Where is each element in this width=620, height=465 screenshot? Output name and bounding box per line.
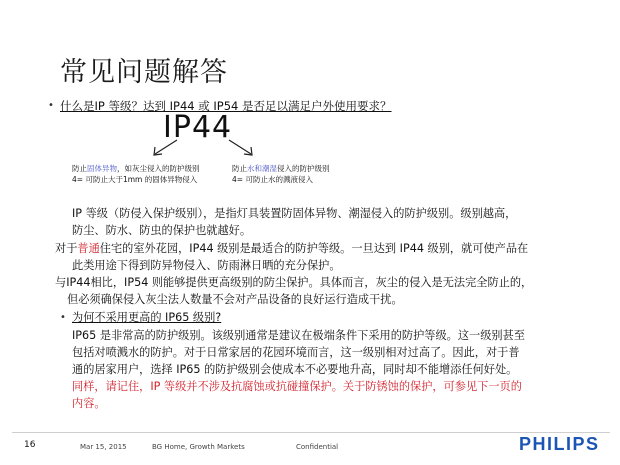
right-arrow-icon (226, 138, 256, 158)
reminder-line: 同样，请记住，IP 等级并不涉及抗腐蚀或抗碰撞保护。关于防锈蚀的保护，可参见下一页的 (72, 380, 522, 393)
paragraph-1: IP 等级（防侵入保护级别），是指灯具装置防固体异物、潮湿侵入的防护级别。级别越高， 防尘、防水、防虫的保护也就越好。 (72, 207, 517, 237)
left-note (72, 163, 200, 185)
ip44-label: IP44 (163, 110, 233, 145)
bullet-marker: • (48, 100, 54, 111)
paragraph-2: 对于普通住宅的室外花园，IP44 级别是最适合的防护等级。一旦达到 IP44 级别，就可使产品在 此类用途下得到防异物侵入、防雨淋日晒的充分保护。 (55, 242, 529, 272)
page-number: 16 (24, 440, 36, 450)
bullet-marker: • (60, 312, 66, 323)
left-arrow-icon (150, 138, 180, 158)
water-moisture-highlight: 水和潮湿 (247, 164, 277, 173)
left-note-line2: 4= 可防止大于1mm 的固体异物侵入 (72, 175, 198, 184)
ordinary-highlight: 普通 (77, 242, 100, 255)
philips-logo: PHILIPS (519, 434, 600, 454)
footer-date: Mar 15, 2015 (80, 443, 127, 451)
reminder-line-end: 内容。 (72, 397, 106, 410)
paragraph-4: IP65 是非常高的防护级别。该级别通常是建议在极端条件下采用的防护等级。这一级别甚至 包括对喷溅水的防护。对于日常家居的花园环境而言，这一级别相对过高了。因此，对于普 通的居家用户，选择 IP65 的防护级别会使成本不必要地升高，同时却不能增添任何好处。 同样，请记住，IP 等级并不涉及抗腐蚀或抗碰撞保护。关于防锈蚀的保护，可参见下一页的 内容。 (72, 329, 525, 410)
solid-foreign-highlight: 固体异物 (87, 164, 117, 173)
page-title: 常见问题解答 (60, 57, 228, 88)
question-1: 什么是IP 等级？达到 IP44 或 IP54 是否足以满足户外使用要求？ (60, 99, 392, 113)
paragraph-3: 与IP44相比，IP54 则能够提供更高级别的防尘保护。具体而言，灰尘的侵入是无法完全防止的， 但必须确保侵入灰尘法人数量不会对产品设备的良好运行造成干扰。 (55, 276, 533, 306)
right-note (232, 163, 330, 185)
left-note-line1: 防止固体异物，如灰尘侵入的防护级别 (72, 164, 200, 173)
question-2: 为何不采用更高的 IP65 级别? (72, 311, 222, 324)
footer-divider (12, 432, 610, 433)
right-note-line1: 防止水和潮湿侵入的防护级别 (232, 164, 330, 173)
footer-confidential: Confidential (296, 443, 339, 451)
right-note-line2: 4= 可防止水的溅液侵入 (232, 175, 313, 184)
footer-department: BG Home, Growth Markets (152, 443, 245, 451)
